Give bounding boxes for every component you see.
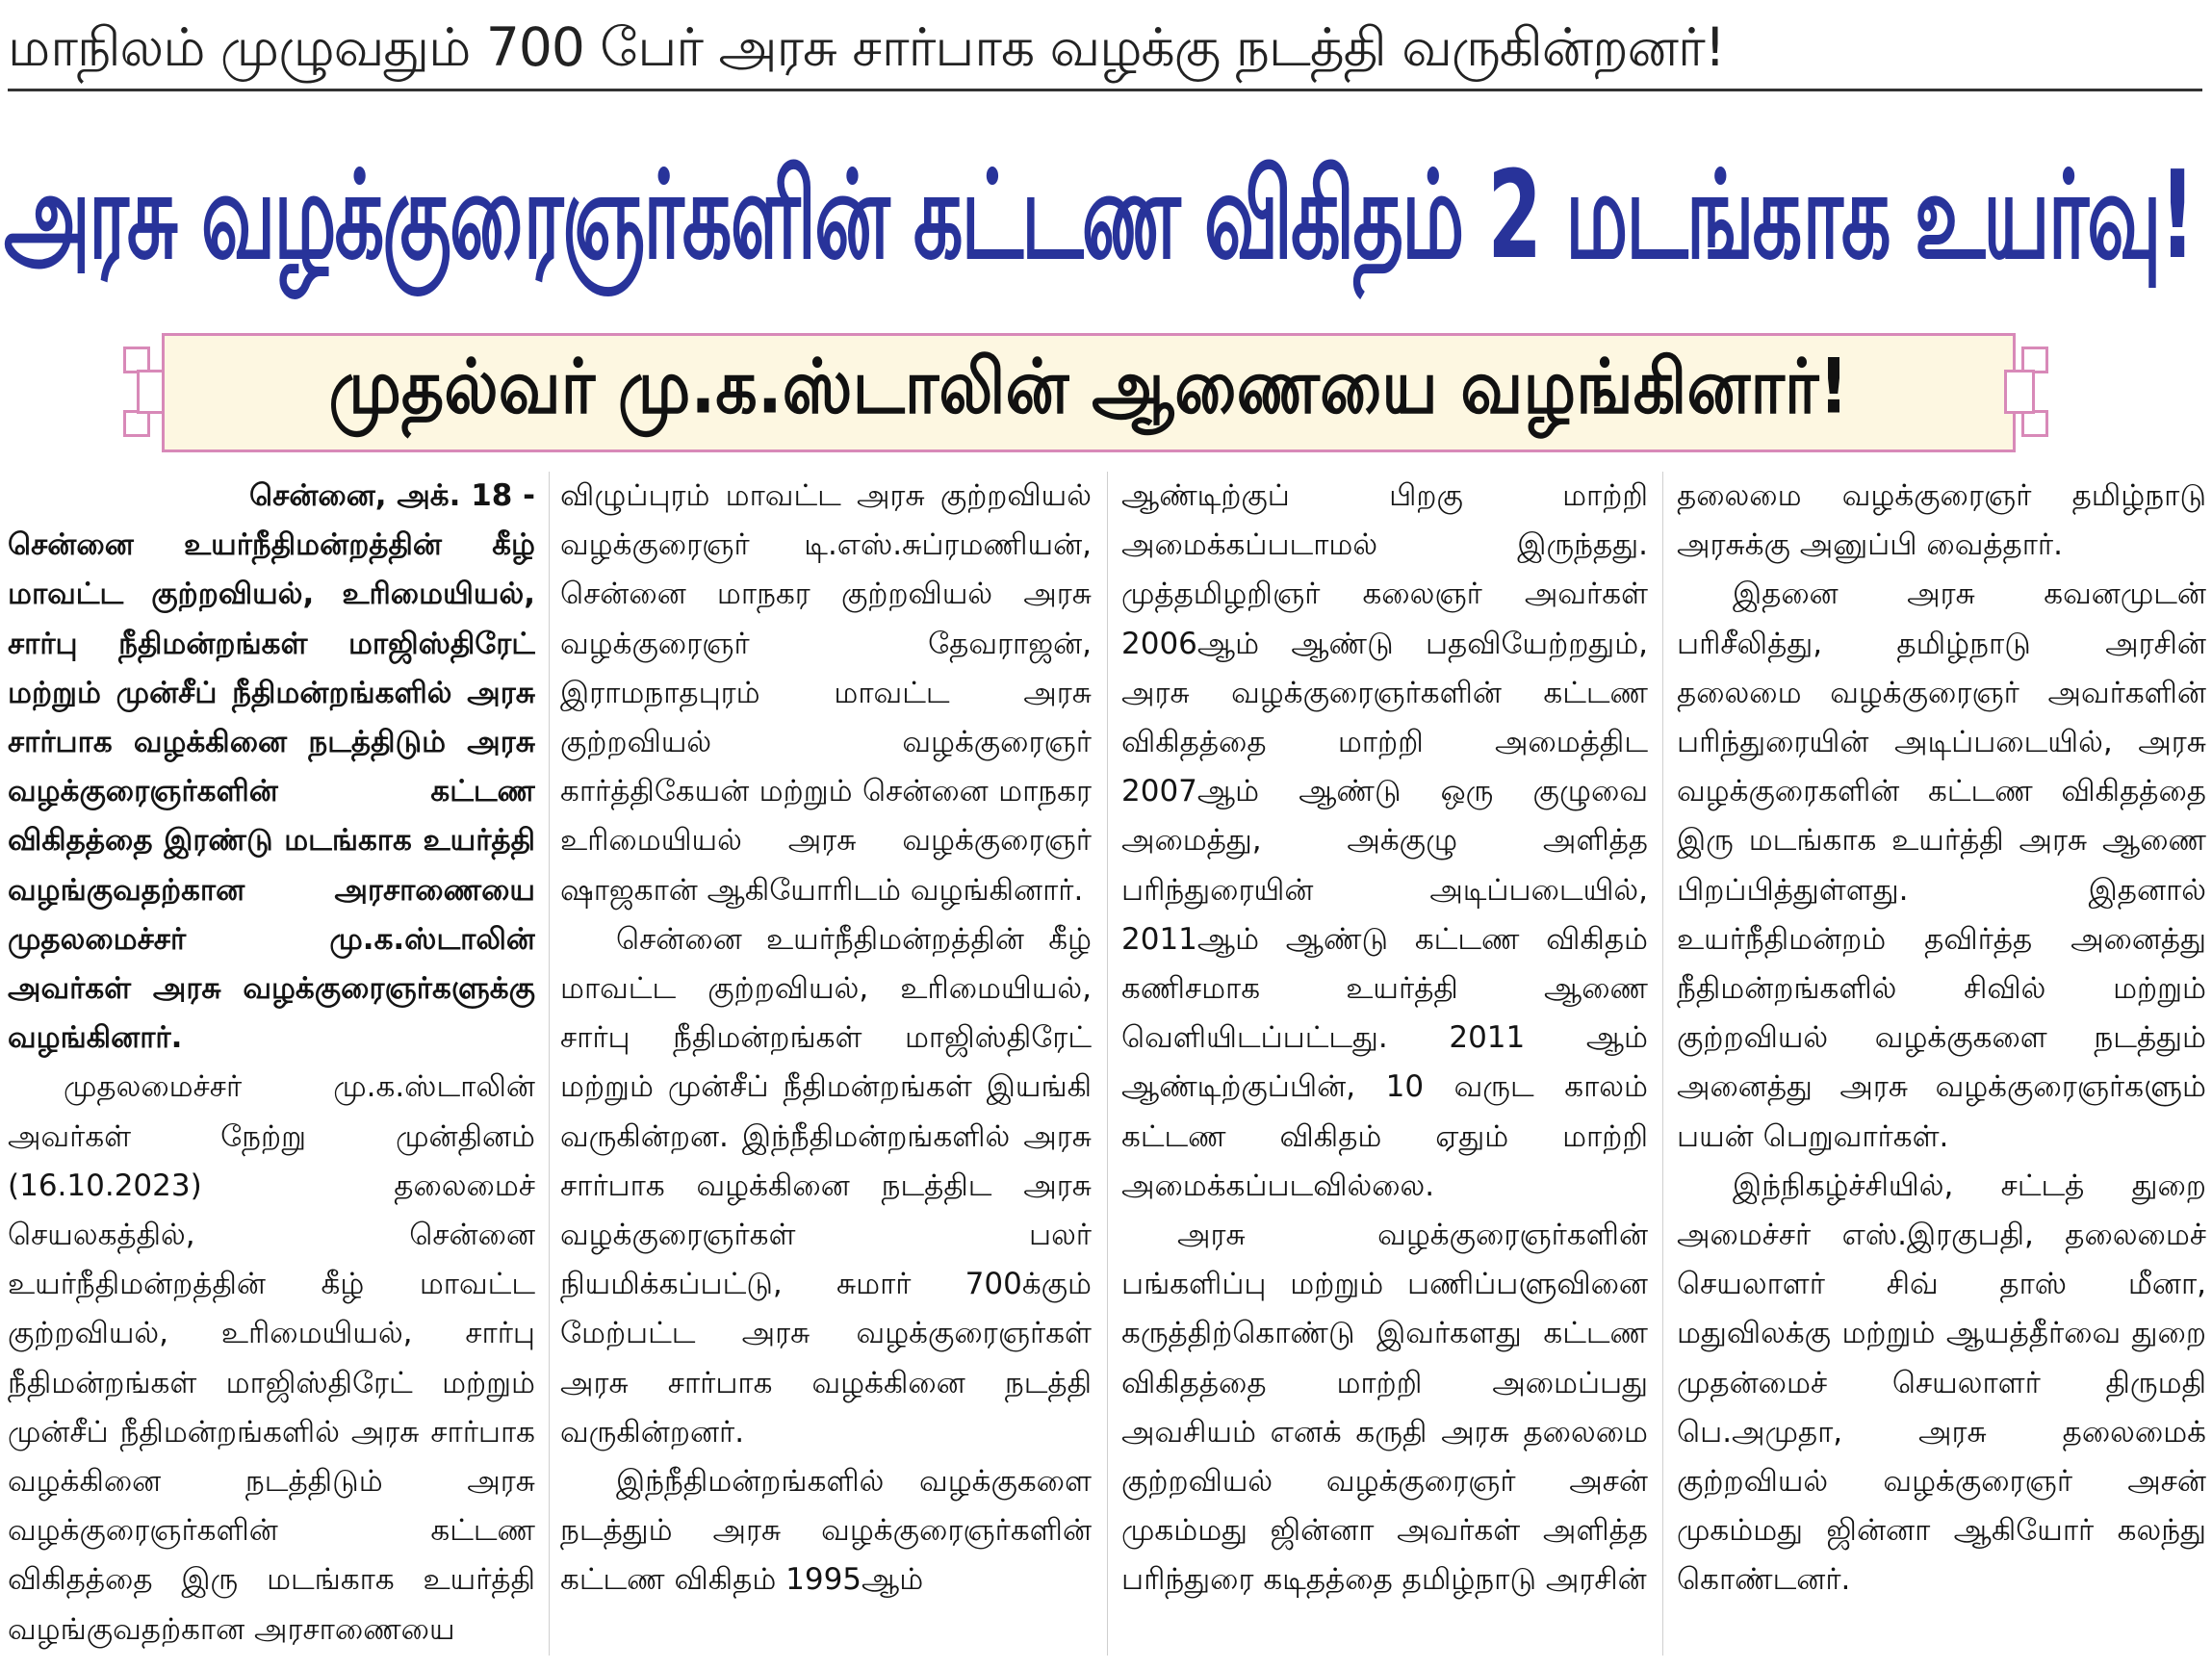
column-divider	[1107, 472, 1108, 1656]
subheadline-banner	[123, 333, 2048, 452]
article-column-4	[1677, 472, 2206, 1661]
body-paragraph: சென்னை உயர்நீதிமன்றத்தின் கீழ் மாவட்ட குற்றவியல், உரிமையியல், சார்பு நீதிமன்றங்கள் மாஜிஸ்திரேட் மற்றும் முன்சீப் நீதிமன்றங்கள் இயங்கி வருகின்றன. இந்நீதிமன்றங்களில் அரசு சார்பாக வழக்கினை நடத்திட அரசு வழக்குரைஞர்கள் பலர் நியமிக்கப்பட்டு, சுமார் 700க்கும் மேற்பட்ட அரசு வழக்குரைஞர்கள் அரசு சார்பாக வழக்கினை நடத்தி வருகின்றனர்.	[560, 921, 1092, 1450]
kicker-headline: மாநிலம் முழுவதும் 700 பேர் அரசு சார்பாக வழக்கு நடத்தி வருகின்றனர்!	[8, 6, 2202, 91]
subheadline-box	[162, 333, 2016, 452]
ornament-left-icon	[123, 347, 162, 435]
body-paragraph: இந்நீதிமன்றங்களில் வழக்குகளை நடத்தும் அரசு வழக்குரைஞர்களின் கட்டண விகிதம் 1995ஆம்	[560, 1464, 1092, 1598]
lead-paragraph: சென்னை உயர்நீதிமன்றத்தின் கீழ் மாவட்ட குற்றவியல், உரிமையியல், சார்பு நீதிமன்றங்கள் மாஜிஸ்திரேட் மற்றும் முன்சீப் நீதிமன்றங்களில் அரசு சார்பாக வழக்கினை நடத்திடும் அரசு வழக்குரைஞர்களின் கட்டண விகிதத்தை இரண்டு மடங்காக உயர்த்தி வழங்குவதற்கான அரசாணையை முதலமைச்சர் மு.க.ஸ்டாலின் அவர்கள் அரசு வழக்குரைஞர்களுக்கு வழங்கினார்.	[8, 527, 535, 1056]
body-paragraph: இந்நிகழ்ச்சியில், சட்டத் துறை அமைச்சர் எஸ்.இரகுபதி, தலைமைச் செயலாளர் சிவ் தாஸ் மீனா, மதுவிலக்கு மற்றும் ஆயத்தீர்வை துறை முதன்மைச் செயலாளர் திருமதி பெ.அமுதா, அரசு தலைமைக் குற்றவியல் வழக்குரைஞர் அசன் முகம்மது ஜின்னா ஆகியோர் கலந்து கொண்டனர்.	[1677, 1168, 2206, 1598]
column-divider	[549, 472, 550, 1656]
article-column-1	[8, 472, 535, 1661]
dateline: சென்னை, அக். 18 -	[249, 478, 535, 513]
article-column-2	[560, 472, 1092, 1661]
body-paragraph: விழுப்புரம் மாவட்ட அரசு குற்றவியல் வழக்குரைஞர் டி.எஸ்.சுப்ரமணியன், சென்னை மாநகர குற்றவியல் அரசு வழக்குரைஞர் தேவராஜன், இராமநாதபுரம் மாவட்ட அரசு குற்றவியல் வழக்குரைஞர் கார்த்திகேயன் மற்றும் சென்னை மாநகர உரிமையியல் அரசு வழக்குரைஞர் ஷாஜகான் ஆகியோரிடம் வழங்கினார்.	[560, 478, 1092, 908]
subheadline: முதல்வர் மு.க.ஸ்டாலின் ஆணையை வழங்கினார்!	[328, 344, 1849, 432]
body-paragraph: முதலமைச்சர் மு.க.ஸ்டாலின் அவர்கள் நேற்று முன்தினம் (16.10.2023) தலைமைச் செயலகத்தில், சென்னை உயர்நீதிமன்றத்தின் கீழ் மாவட்ட குற்றவியல், உரிமையியல், சார்பு நீதிமன்றங்கள் மாஜிஸ்திரேட் மற்றும் முன்சீப் நீதிமன்றங்களில் அரசு சார்பாக வழக்கினை நடத்திடும் அரசு வழக்குரைஞர்களின் கட்டண விகிதத்தை இரு மடங்காக உயர்த்தி வழங்குவதற்கான அரசாணையை	[8, 1069, 535, 1647]
column-divider	[1662, 472, 1663, 1656]
article-column-3	[1121, 472, 1648, 1661]
body-paragraph: அரசு வழக்குரைஞர்களின் பங்களிப்பு மற்றும் பணிப்பளுவினை கருத்திற்கொண்டு இவர்களது கட்டண விகிதத்தை மாற்றி அமைப்பது அவசியம் எனக் கருதி அரசு தலைமை குற்றவியல் வழக்குரைஞர் அசன் முகம்மது ஜின்னா அவர்கள் அளித்த பரிந்துரை கடிதத்தை தமிழ்நாடு அரசின்	[1121, 1218, 1648, 1598]
main-headline: அரசு வழக்குரைஞர்களின் கட்டண விகிதம் 2 மடங்காக உயர்வு!	[4, 146, 2194, 287]
body-paragraph: ஆண்டிற்குப் பிறகு மாற்றி அமைக்கப்படாமல் இருந்தது. முத்தமிழறிஞர் கலைஞர் அவர்கள் 2006ஆம் ஆண்டு பதவியேற்றதும், அரசு வழக்குரைஞர்களின் கட்டண விகிதத்தை மாற்றி அமைத்திட 2007ஆம் ஆண்டு ஒரு குழுவை அமைத்து, அக்குழு அளித்த பரிந்துரையின் அடிப்படையில், 2011ஆம் ஆண்டு கட்டண விகிதம் கணிசமாக உயர்த்தி ஆணை வெளியிடப்பட்டது. 2011 ஆம் ஆண்டிற்குப்பின், 10 வருட காலம் கட்டண விகிதம் ஏதும் மாற்றி அமைக்கப்படவில்லை.	[1121, 478, 1648, 1203]
body-paragraph: தலைமை வழக்குரைஞர் தமிழ்நாடு அரசுக்கு அனுப்பி வைத்தார்.	[1677, 478, 2206, 563]
body-paragraph: இதனை அரசு கவனமுடன் பரிசீலித்து, தமிழ்நாடு அரசின் தலைமை வழக்குரைஞர் அவர்களின் பரிந்துரையின் அடிப்படையில், அரசு வழக்குரைகளின் கட்டண விகிதத்தை இரு மடங்காக உயர்த்தி அரசு ஆணை பிறப்பித்துள்ளது. இதனால் உயர்நீதிமன்றம் தவிர்த்த அனைத்து நீதிமன்றங்களில் சிவில் மற்றும் குற்றவியல் வழக்குகளை நடத்தும் அனைத்து அரசு வழக்குரைஞர்களும் பயன் பெறுவார்கள்.	[1677, 577, 2206, 1154]
ornament-right-icon	[2010, 347, 2048, 435]
